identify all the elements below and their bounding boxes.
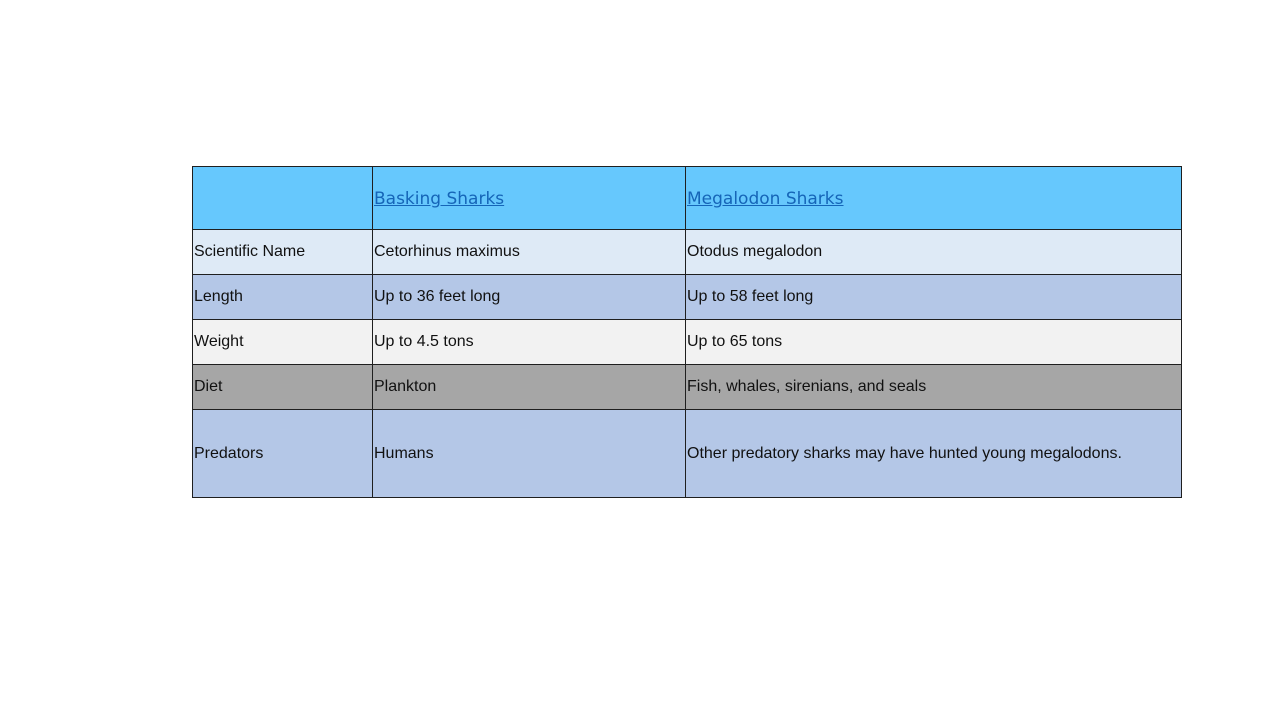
comparison-table (192, 166, 1182, 498)
row-label: Scientific Name (193, 230, 373, 275)
row-label: Diet (193, 365, 373, 410)
megalodon-value: Otodus megalodon (686, 230, 1182, 275)
basking-value: Plankton (373, 365, 686, 410)
basking-sharks-link[interactable]: Basking Sharks (374, 189, 505, 209)
row-label: Length (193, 275, 373, 320)
table-row-length (193, 275, 1182, 320)
megalodon-sharks-link[interactable]: Megalodon Sharks (687, 189, 844, 209)
basking-value: Cetorhinus maximus (373, 230, 686, 275)
header-row (193, 167, 1182, 230)
basking-value: Up to 36 feet long (373, 275, 686, 320)
megalodon-value: Other predatory sharks may have hunted young megalodons. (686, 410, 1182, 498)
header-megalodon-cell (686, 167, 1182, 230)
header-basking-cell (373, 167, 686, 230)
megalodon-value: Up to 58 feet long (686, 275, 1182, 320)
header-corner-cell (193, 167, 373, 230)
megalodon-value: Fish, whales, sirenians, and seals (686, 365, 1182, 410)
table-row-scientific-name (193, 230, 1182, 275)
basking-value: Humans (373, 410, 686, 498)
row-label: Predators (193, 410, 373, 498)
table-row-predators (193, 410, 1182, 498)
table-row-weight (193, 320, 1182, 365)
megalodon-value: Up to 65 tons (686, 320, 1182, 365)
row-label: Weight (193, 320, 373, 365)
table-row-diet (193, 365, 1182, 410)
basking-value: Up to 4.5 tons (373, 320, 686, 365)
